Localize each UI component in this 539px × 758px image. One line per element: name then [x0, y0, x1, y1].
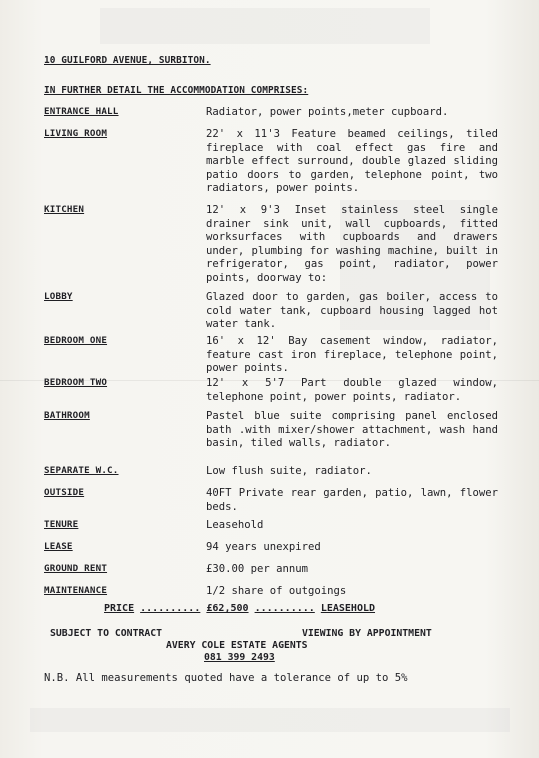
room-description: 40FT Private rear garden, patio, lawn, flower beds. — [206, 487, 498, 513]
show-through-banner — [100, 8, 430, 44]
info-value: £30.00 per annum — [206, 563, 309, 575]
room-label: OUTSIDE — [44, 487, 85, 498]
room-description: 22' x 11'3 Feature beamed ceilings, tiled fireplace with coal effect gas fire and marble effect surround, double glazed sliding patio doors to garden, telephone point, two radiators, power points. — [206, 128, 498, 195]
price-line: PRICE .......... £62,500 .......... LEASEHOLD — [104, 603, 376, 614]
room-description: Glazed door to garden, gas boiler, access to cold water tank, cupboard housing lagged hot water tank. — [206, 291, 498, 331]
info-label: TENURE — [44, 519, 79, 530]
room-description: Pastel blue suite comprising panel enclosed bath .with mixer/shower attachment, wash hand basin, tiled walls, radiator. — [206, 410, 498, 450]
subject-to-contract: SUBJECT TO CONTRACT — [50, 628, 163, 639]
property-address: 10 GUILFORD AVENUE, SURBITON. — [44, 55, 211, 66]
info-label: LEASE — [44, 541, 73, 552]
price-tenure: LEASEHOLD — [320, 603, 376, 614]
room-description: 16' x 12' Bay casement window, radiator, feature cast iron fireplace, telephone point, power points. — [206, 335, 498, 375]
measurement-note: N.B. All measurements quoted have a tolerance of up to 5% — [44, 672, 408, 684]
info-label: MAINTENANCE — [44, 585, 108, 596]
agent-phone: 081 399 2493 — [204, 652, 275, 663]
room-description: 12' x 9'3 Inset stainless steel single drainer sink unit, wall cupboards, fitted worksurfaces with cupboards and drawers under, plumbing for washing machine, built in refrigerator, gas point, radiator, power points, doorway to: — [206, 204, 498, 284]
info-value: 1/2 share of outgoings — [206, 585, 347, 597]
room-description: Radiator, power points,meter cupboard. — [206, 106, 449, 118]
agent-name: AVERY COLE ESTATE AGENTS — [166, 640, 308, 651]
info-label: GROUND RENT — [44, 563, 108, 574]
room-label: LOBBY — [44, 291, 73, 302]
room-label: BEDROOM ONE — [44, 335, 108, 346]
room-label: LIVING ROOM — [44, 128, 108, 139]
room-description: 12' x 5'7 Part double glazed window, telephone point, power points, radiator. — [206, 377, 498, 403]
show-through-footer — [30, 708, 510, 732]
price-label: PRICE — [104, 603, 135, 614]
room-description: Low flush suite, radiator. — [206, 465, 372, 477]
info-value: 94 years unexpired — [206, 541, 321, 553]
room-label: BATHROOM — [44, 410, 90, 421]
price-amount: £62,500 — [206, 603, 249, 614]
room-label: KITCHEN — [44, 204, 85, 215]
accommodation-heading: IN FURTHER DETAIL THE ACCOMMODATION COMPRISES: — [44, 85, 309, 96]
info-value: Leasehold — [206, 519, 264, 531]
room-label: ENTRANCE HALL — [44, 106, 119, 117]
room-label: BEDROOM TWO — [44, 377, 108, 388]
viewing-by-appointment: VIEWING BY APPOINTMENT — [302, 628, 432, 639]
room-label: SEPARATE W.C. — [44, 465, 119, 476]
